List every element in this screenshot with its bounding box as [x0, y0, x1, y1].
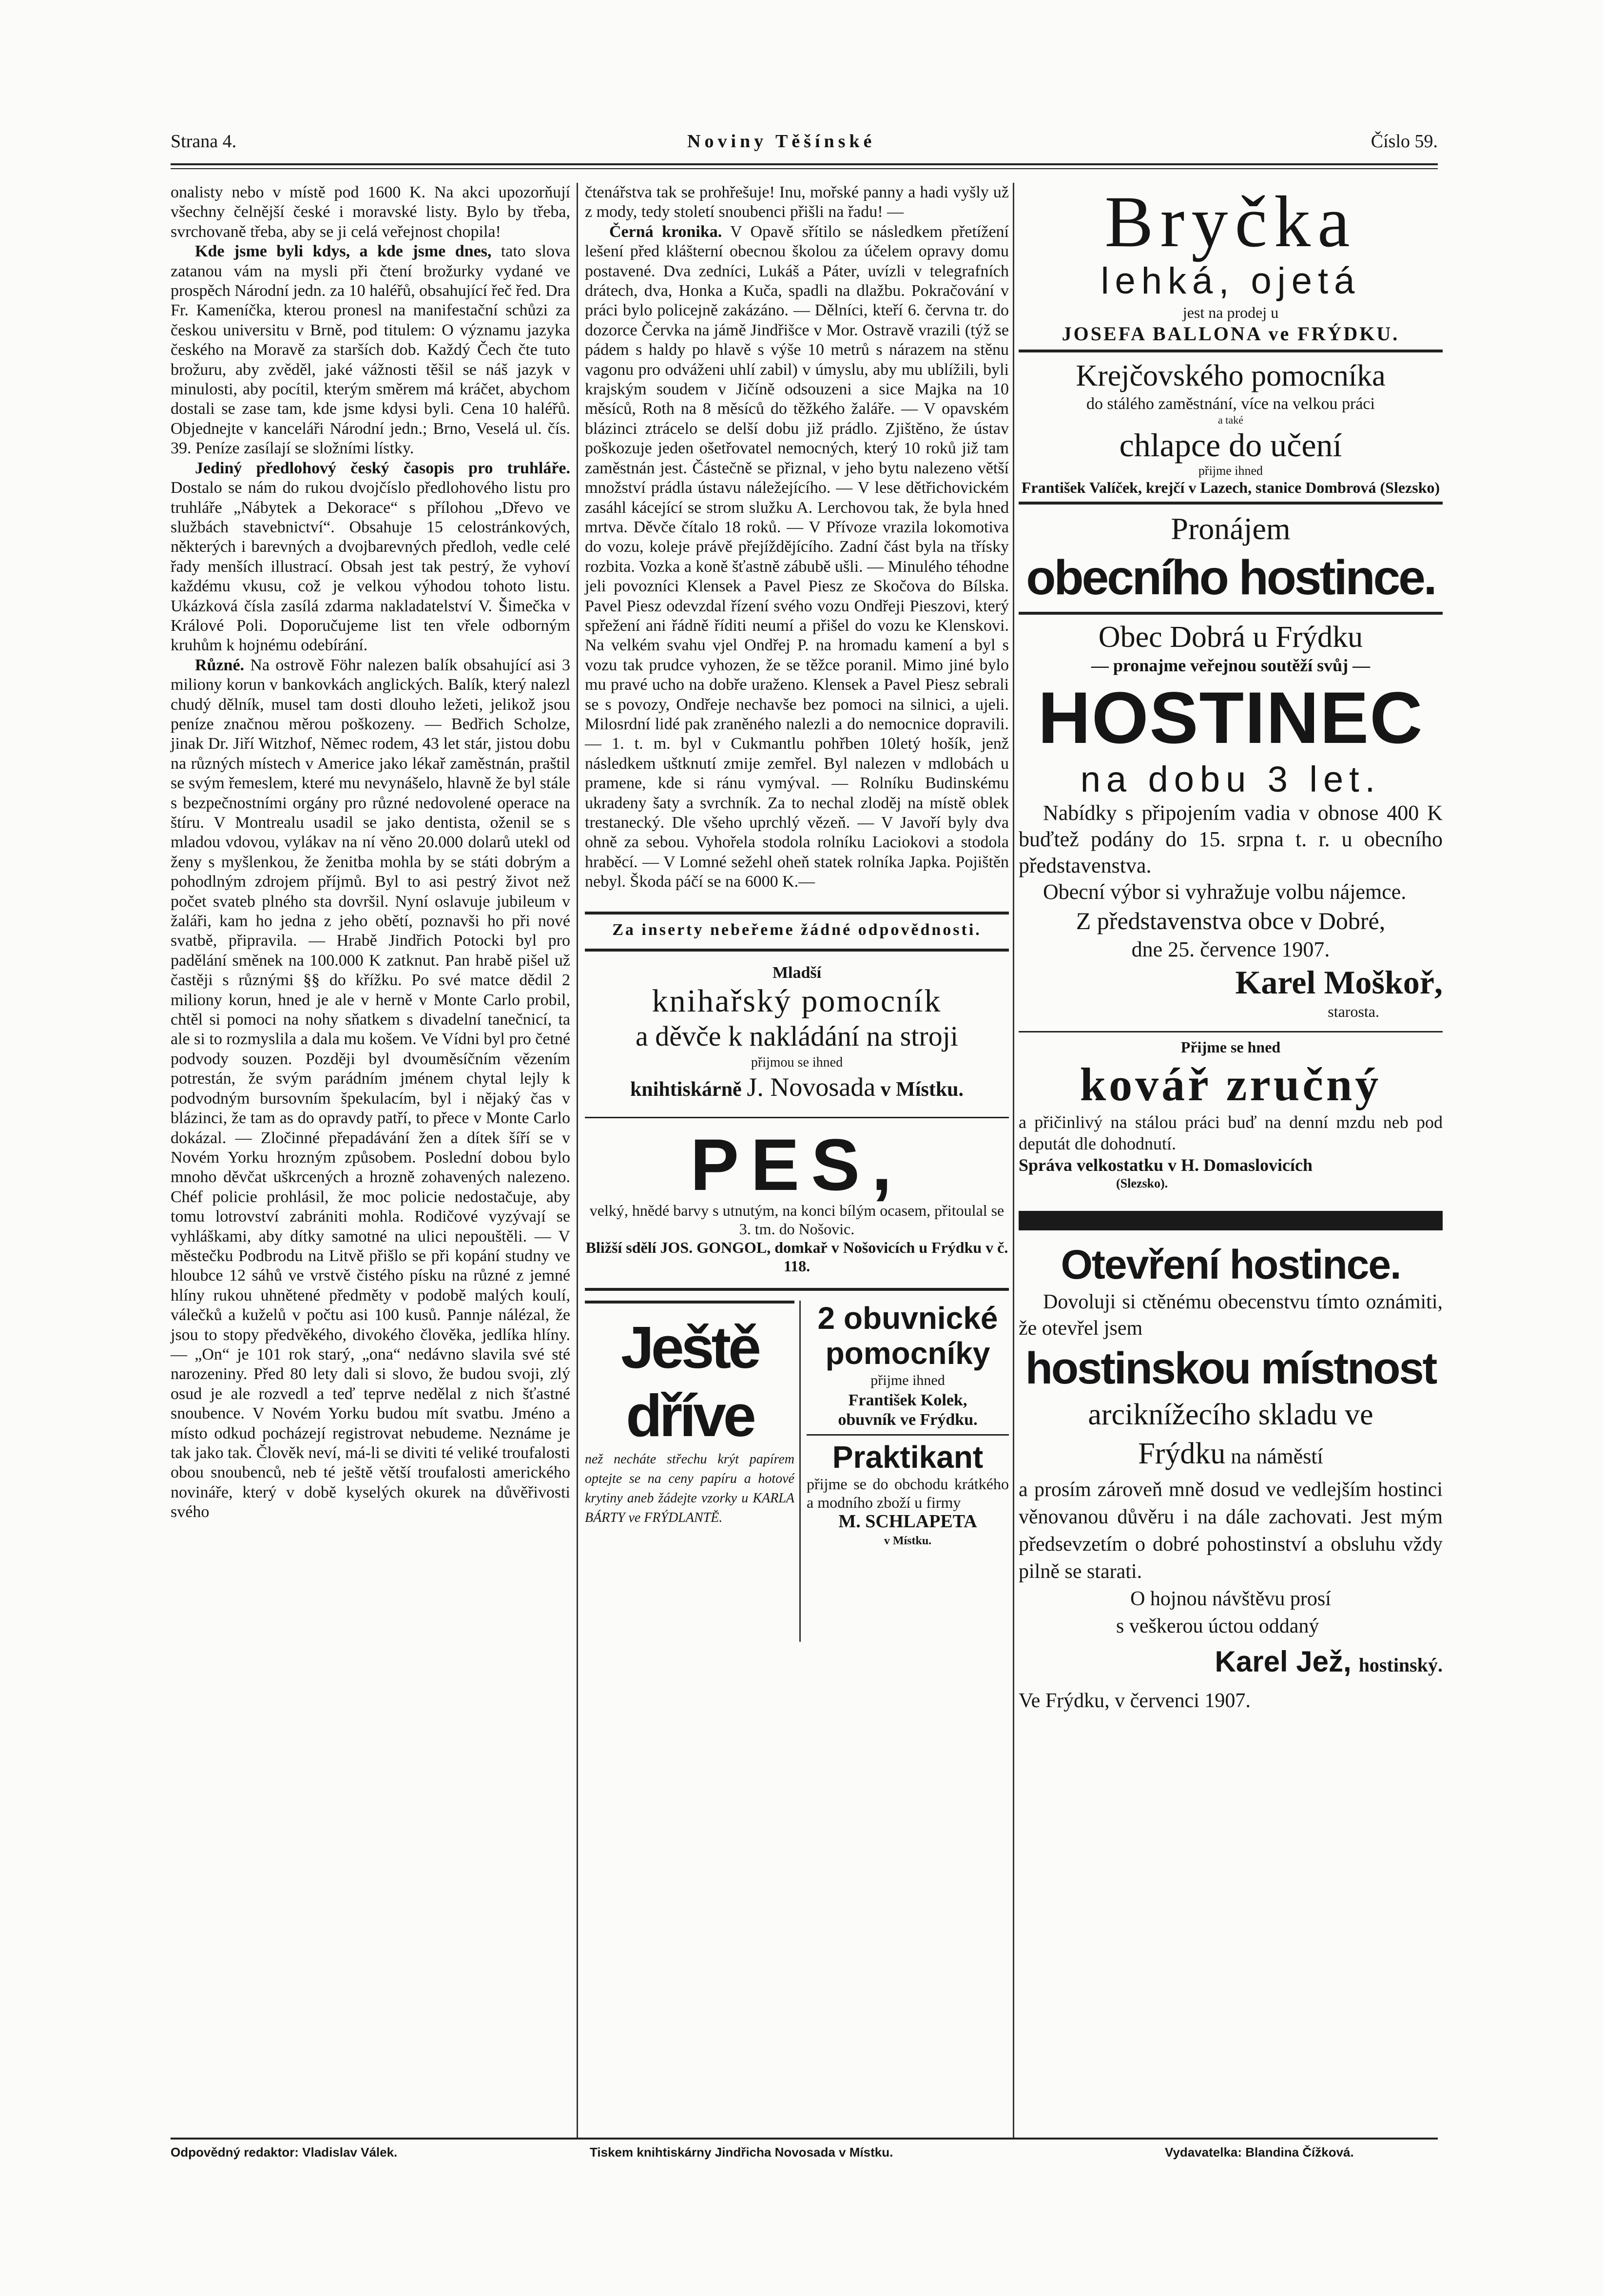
ad-carriage [1019, 183, 1443, 345]
ad-text: jest na prodej u [1182, 304, 1279, 321]
ad-text: a přičinlivý na stálou práci buď na denní mzdu neb pod deputát dle dohodnutí. [1019, 1112, 1443, 1153]
ad-line [1019, 1640, 1443, 1687]
ad-line: Mladší [772, 963, 822, 982]
ad-text: František Kolek, [848, 1391, 967, 1409]
article-heading: Kde jsme byli kdys, a kde jsme dnes, [195, 242, 492, 261]
ad-text: obuvník ve Frýdku. [838, 1411, 978, 1429]
article-heading: Jediný předlohový český časopis pro truhláře. [195, 459, 570, 477]
ad-shoemaker [807, 1301, 1009, 1551]
ad-text: J. Novosada [747, 1072, 876, 1102]
ad-text: než necháte střechu krýt papírem optejte se na ceny papíru a hotové krytiny aneb žádejte vzorky u KARLA BÁRTY ve FRÝDLANTĚ. [585, 1452, 794, 1526]
column-divider-1 [577, 183, 578, 2138]
ad-headline: Ještě dříve [620, 1314, 759, 1449]
ad-headline: PES, [690, 1124, 904, 1206]
ad-text: a také [1218, 414, 1243, 426]
ad-headline: Praktikant [832, 1439, 984, 1475]
article-text: Na ostrově Föhr nalezen balík obsahující asi 3 miliony korun v bankovkách anglických. Balík, který nalezl chudý dělník, musel tam dosti dlouho ležeti, jelikož jsou peníze značnou měrou poškozeny. — Bedřich Scholze, jinak Dr. Jiří Witzhof, Němec rodem, 43 let stár, jistou dobu na různých místech v Americe jako lékař zaměstnán, praštil se svým řemeslem, které mu nevynášelo, hlavně že byl stále s bezpečnostními orgány pro různé nedovolené operace na štíru. V Montrealu usadil se jako dentista, oženil se s mladou vdovou, vylákav na ní věno 20.000 dolarů utekl od ženy s myšlenkou, že ženitba mohla by se státi dobrým a pohodlným zdrojem příjmů. Byl to asi pestrý život než počet svateb plného sta dovršil. Nyní oslavuje jubileum v žaláři, kam ho jedna z jeho obětí, poznavši ho při nové svatbě, připravila. — Hrabě Jindřich Potocki byl pro padělání směnek na 100.000 K zatknut. Pan hrabě pišel už častěji s různými §§ do křížku. Po své matce dědil 2 miliony korun, hned je ale v herně v Monte Carlo probil, chtěl si pomoci na nohy sňatkem s divadelní tanečnicí, ta ale si to rozmyslila a dala mu košem. Ve Vídni byl pro četné podvody souzen. Později byl dvouměsíčním vězením potrestán, že svým parádním jménem chytal lejly k podvodným bursovním špekulacím, byl i nějaký čas v blázinci, že tam as do opravdy patří, to přece v Monte Carlo dokázal. — Zločinné přepadávání žen a dítek šíří se v Novém Yorku hrozným způsobem. Poslední dobou bylo mnoho děvčat uškrcených a hrozně zohavených nalezeno. Chéf policie prohlásil, že moc policie nedostačuje, aby tomu lotrovství zabrániti mohla. Rodičové vyzývají se vyhláškami, aby dítky samotné na ulici nepouštěli. — V městečku Podbrodu na Litvě přišlo se při kopání studny ve hloubce 12 sáhů ve vrstvě čistého písku na různé z jemné hlíny rukou uhnětené předměty v podobě malých koulí, válečků a kuželů v počtu asi 100 kusů. Pannje nálézal, že jsou to stopy předvěkého, divokého člověka, jedlíka hlíny. — „On“ je 101 rok starý, „ona“ nedávno slavila své sté narozeniny. Před 80 lety dali si slovo, že budou svoji, zlý osud je ale rozvedl a teď teprve nedělal z nich šťastné snoubence. V Novém Yorku budou mít svatbu. Jméno a místo odkud pocházejí registrovat nebudeme. Neznáme je tak jako tak. Člověk neví, má-li se diviti té veliké troufalosti obou snoubenců, neb té ještě větší troufalosti amerického novináře, který v době kyselých okurek na důvěřivosti svého [171, 656, 571, 1521]
article-paragraph [171, 656, 570, 1522]
ad-divider [799, 1301, 801, 1642]
article-text: čtenářstva tak se prohřešuje! Inu, mořské panny a hadi vyšly už z mody, tedy století snoubenci přišli na řadu! — [585, 183, 1009, 221]
section-rule [585, 1117, 1009, 1118]
header-rule-thin [171, 168, 1438, 169]
ad-dog [585, 1124, 1009, 1275]
article-paragraph [585, 222, 1009, 892]
ad-text: přijme se do obchodu krátkého a modního zboží u firmy [807, 1475, 1009, 1511]
article-paragraph [171, 242, 570, 458]
section-rule [585, 949, 1009, 952]
ad-text: O hojnou návštěvu prosí [1130, 1588, 1331, 1610]
header-rule [171, 163, 1438, 165]
ad-text: hostinský. [1358, 1654, 1443, 1676]
ad-text: (Slezsko). [1116, 1176, 1168, 1190]
column-2 [585, 183, 1009, 1652]
ad-text: František Valíček, krejčí v Lazech, stanice Dombrová (Slezsko) [1021, 479, 1440, 496]
ad-line: přijmou se ihned [751, 1055, 843, 1070]
ad-headline: HOSTINEC [1038, 677, 1424, 759]
ad-signature: Karel Moškoř, [1235, 964, 1443, 1001]
section-rule [1019, 502, 1443, 505]
section-rule [1019, 350, 1443, 352]
column-1 [171, 183, 570, 1522]
footer-printer: Tiskem knihtiskárny Jindřicha Novosada v Místku. [590, 2145, 893, 2160]
ad-text: knihtiskárně [630, 1078, 742, 1101]
article-text: tato slova zatanou vám na mysli při čtení brožurky vydané ve prospěch Národní jedn. za 10 haléřů, obsahující řeč řed. Dra Fr. Kameníčka, kterou pronesl na manifestační schůzi za českou universitu v Brně, pod titulem: O významu jazyka českého na Moravě za starších dob. Každý Čech čte tuto brožuru, aby zvěděl, jaké vážnosti těšil se náš jazyk v minulosti, aby pocítil, kterým směrem má kráčet, abychom dostali se zase tam, kde jsme kdysi byli. Cena 10 haléřů. Objednejte v kanceláři Národní jedn.; Brno, Veselá ul. čís. 39. Peníze zasílají se složními lístky. [171, 242, 571, 458]
ad-blacksmith [1019, 1036, 1443, 1191]
ad-signature: Karel Jež, [1215, 1645, 1352, 1678]
ad-text: v Místku. [884, 1535, 932, 1548]
ad-text: M. SCHLAPETA [838, 1511, 977, 1532]
ad-headline: hostinskou místnost [1025, 1343, 1436, 1393]
footer-rule [171, 2138, 1438, 2140]
article-heading: Černá kronika. [609, 222, 722, 241]
ad-headline: arciknížecího skladu ve [1088, 1398, 1373, 1431]
ad-text: Bližší sdělí JOS. GONGOL, domkař v Nošovicích u Frýdku v č. 118. [585, 1239, 1008, 1275]
ad-headline: a děvče k nakládání na stroji [636, 1020, 958, 1052]
ad-text: Frýdku [1138, 1437, 1226, 1470]
footer-publisher: Vydavatelka: Blandina Čížková. [1165, 2145, 1354, 2160]
section-rule [1019, 612, 1443, 615]
ad-text: na náměstí [1231, 1444, 1323, 1468]
issue-number: Číslo 59. [1371, 131, 1438, 152]
section-rule [585, 1301, 794, 1304]
ad-text: přijme ihned [870, 1372, 945, 1389]
ad-text: Nabídky s připojením vadia v obnose 400 K buďtež podány do 15. srpna t. r. u obecního představenstva. [1019, 801, 1443, 877]
ad-text: Obecní výbor si vyhražuje volbu nájemce. [1043, 880, 1407, 904]
section-rule [585, 1288, 1009, 1291]
page-number: Strana 4. [171, 131, 237, 152]
ad-text: v Místku. [880, 1078, 964, 1101]
ad-row [585, 1301, 1009, 1652]
ad-text: velký, hnědé barvy s utnutým, na konci bílým ocasem, přitoulal se 3. tm. do Nošovic. [589, 1202, 1004, 1238]
ad-headline: na dobu 3 let. [1080, 759, 1381, 799]
ad-headline: chlapce do učení [1119, 427, 1342, 464]
ad-text: s veškerou úctou oddaný [1116, 1615, 1319, 1637]
ad-headline: Pronájem [1171, 511, 1291, 546]
ad-text: Správa velkostatku v H. Domaslovicích [1019, 1155, 1313, 1175]
ad-text: dne 25. července 1907. [1131, 937, 1330, 961]
newspaper-title: Noviny Těšínské [687, 131, 876, 152]
ad-inn-lease [1019, 509, 1443, 1021]
ad-text: JOSEFA BALLONA ve FRÝDKU. [1062, 323, 1400, 345]
ad-text: Přijme se hned [1180, 1038, 1281, 1056]
ad-text: přijme ihned [1198, 464, 1263, 478]
section-rule [1019, 1031, 1443, 1032]
ad-text: Dovoluji si ctěnému obecenstvu tímto oznámiti, že otevřel jsem [1019, 1291, 1443, 1340]
article-text: Dostalo se nám do rukou dvojčíslo předlohového listu pro truhláře „Nábytek a Dekorace“ s přílohou „Dřevo ve službách stavebnictví“. Obsahuje 15 celostránkových, některých i barevných a dvojbarevných předloh, vedle celé řady menších illustrací. Obsah jest tak pestrý, že vyhoví každému vkusu, což je velkou výhodou tohoto listu. Ukázková čísla zasílá zdarma nakladatelství V. Šimečka v Králové Poli. Doporučujeme list ten vřele odborným kruhům k hojnému odebírání. [171, 479, 570, 655]
page-header [171, 131, 1438, 160]
ad-headline: kovář zručný [1080, 1058, 1382, 1110]
ad-headline: Krejčovského pomocníka [1076, 359, 1386, 392]
ad-inn-opening [1019, 1240, 1443, 1714]
article-text: V Opavě sřítilo se následkem přetížení lešení před klášterní obecnou školou za účelem opravy domu postavené. Dva zedníci, Lukáš a Páter, uvízli v telegrafních drátech, dva, Honka a Kuča, spadli na dlažbu. Pokračování v práci bylo policejně zakázáno. — Dělníci, kteří 6. června tr. do dozorce Červka na jámě Jindřišce v Mor. Ostravě vrazili (týž se pádem s haldy po hlavě s výše 10 metrů s nárazem na stěnu vagonu pro odváženi uhlí zabil) v úmyslu, aby mu ublížili, byli krajským soudem v Jičíně odsouzeni a sice Majka na 10 měsíců, Roth na 8 měsíců do těžkého žaláře. — V opavském blázinci ztrácelo se delší dobu již prádlo. Zjištěno, že ústav poškozuje jeden ošetřovatel nemocných, který 10 roků již tam zaměstnán jest. Částečně se přiznal, v jeho bytu nalezeno větší množství prádla ústavu náležejícího. — V lese dětřichovickém zasáhl kácející se strom služku A. Lerchovou tak, že byla hned mrtva. Děvče čítalo 18 roků. — V Přívoze vrazila lokomotiva do vozu, koleje právě přejíždějícího. Zadní část byla na třísky rozbita. Vozka a koně šťastně zábubě ušli. — Minulého téhodne jeli povozníci Klensek a Pavel Piesz ze Skočova do Bílska. Pavel Piesz odevzdal řízení svého vozu Ondřeji Pieszovi, který spřežení ani řádně říditi neumí a přišel do vozu ke Klenskovi. Na velkém svahu vjel Ondřej P. na hromadu kamení a byl s vozu tak prudce vyhozen, že se těžce poranil. Mimo jiné bylo mu pravé ucho na dobře uraženo. Klensek a Pavel Piesz sebrali se s povozy, Ondřeje nechavše bez pomoci na silnici, a ujeli. Milosrdní lidé pak zraněného nalezli a do nemocnice dopravili. — 1. t. m. byl v Cukmantlu pohřben 10letý hošík, jenž následkem uštknutí zmije zemřel. Byl nalezen v mdlobách u pramene, kde si ránu vymýval. — Rolníku Budinskému ukradeny šaty a svrchník. Za to nechal zloděj na místě oblek trestanecký. Dle všeho uprchlý vězeň. — V Javoří byly dva ohně za sebou. Vyhořela stodola rolníku Laciokovi a stodola hraběcí. — V Lomné sežehl oheň statek rolníka Japka. Pojištěn nebyl. Škoda páčí se na 6000 K.— [585, 222, 1009, 891]
ad-headline: Obec Dobrá u Frýdku [1098, 621, 1363, 654]
column-3 [1019, 183, 1443, 1714]
footer-editor: Odpovědný redaktor: Vladislav Válek. [171, 2145, 398, 2160]
article-text: onalisty nebo v místě pod 1600 K. Na akci upozorňují všechny čelnější české i moravské listy. Bylo by třeba, svrchovaně třeba, aby se ji celá veřejnost chopila! [171, 183, 570, 241]
ad-text: Z představenstva obce v Dobré, [1076, 907, 1386, 934]
ad-headline: lehká, ojetá [1101, 260, 1361, 302]
ad-text: a prosím zároveň mně dosud ve vedlejším hostinci věnovanou důvěru i na dále zachovati. Jest mým předsevzetím o dobré pohostinství a obsluhu vždy pilně se starati. [1019, 1479, 1443, 1583]
column-divider-2 [1013, 183, 1014, 2138]
ad-headline: pomocníky [825, 1336, 990, 1371]
ad-headline: Otevření hostince. [1061, 1242, 1401, 1287]
ad-line [585, 1072, 1009, 1104]
ad-text: starosta. [1328, 1003, 1379, 1020]
ad-bookbinder [585, 963, 1009, 1105]
liability-notice: Za inserty nebeřeme žádné odpovědnosti. [612, 920, 982, 939]
ad-headline: knihařský pomocník [652, 983, 942, 1019]
ad-tailor [1019, 357, 1443, 497]
ad-text: do stálého zaměstnání, více na velkou práci [1086, 395, 1375, 413]
section-rule [585, 912, 1009, 915]
ad-headline: 2 obuvnické [817, 1301, 998, 1336]
black-band [1019, 1211, 1443, 1230]
ad-headline: obecního hostince. [1026, 550, 1435, 605]
ad-text: — pronajme veřejnou soutěží svůj — [1091, 656, 1371, 675]
section-rule [807, 1434, 1009, 1436]
ad-roofing [585, 1301, 794, 1528]
ad-line [1019, 1434, 1443, 1476]
ad-text: Ve Frýdku, v červenci 1907. [1019, 1690, 1251, 1712]
article-paragraph [171, 459, 570, 656]
article-heading: Různé. [195, 656, 245, 674]
ad-headline: Bryčka [1104, 181, 1357, 262]
